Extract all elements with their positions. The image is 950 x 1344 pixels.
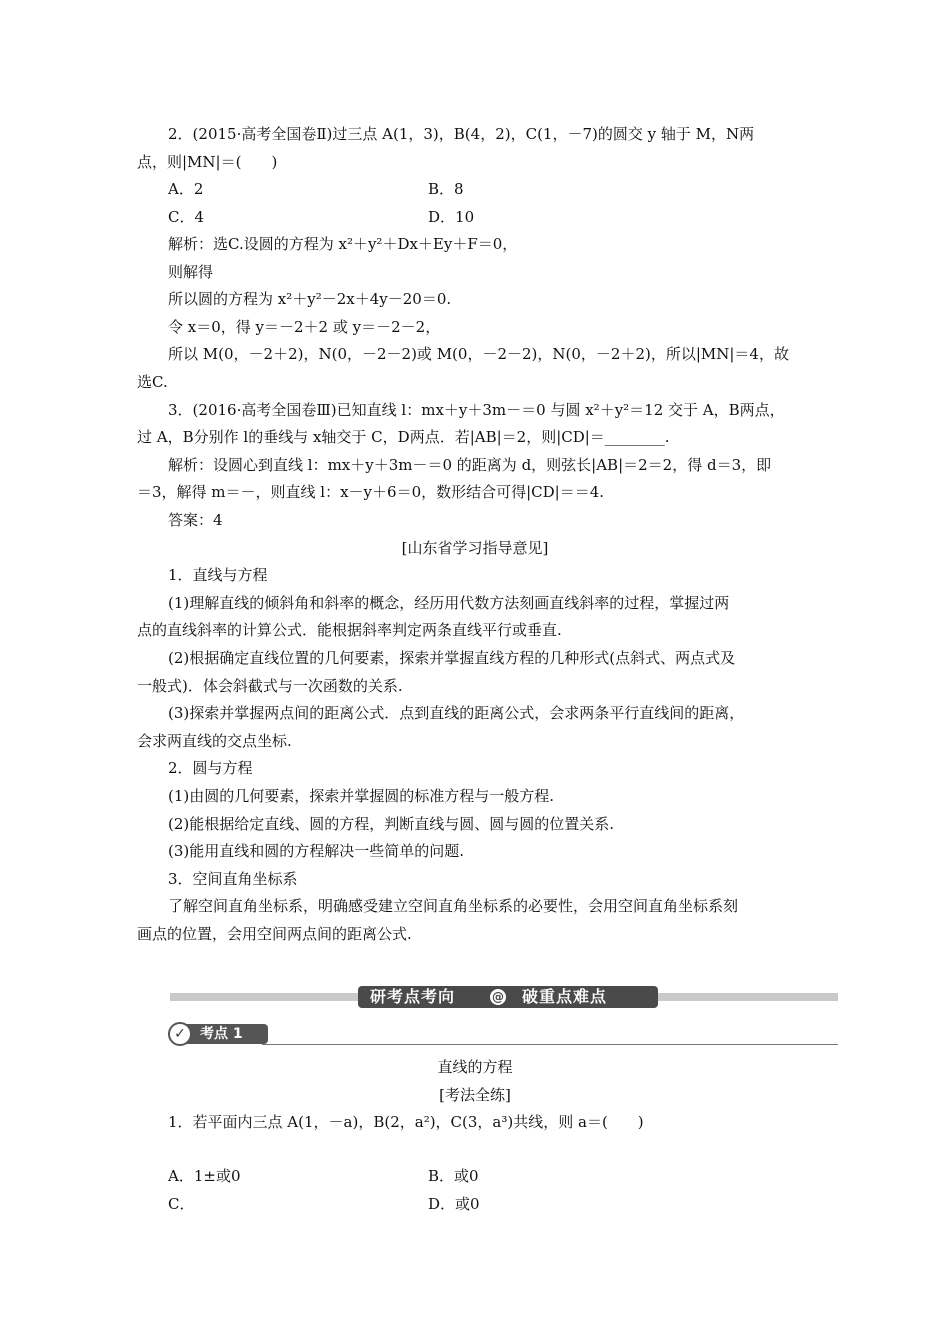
section-1-item-3-line-1: (3)探索并掌握两点间的距离公式．点到直线的距离公式，会求两条平行直线间的距离， <box>168 704 745 722</box>
q2-option-d: D．10 <box>428 208 475 226</box>
section-2-title: 2．圆与方程 <box>168 759 253 777</box>
section-3-title: 3．空间直角坐标系 <box>168 870 298 888</box>
p1-stem: 1．若平面内三点 A(1，－a)，B(2，a²)，C(3，a³)共线，则 a＝( ) <box>168 1113 644 1131</box>
section-1-item-1-line-2: 点的直线斜率的计算公式．能根据斜率判定两条直线平行或垂直. <box>137 621 562 639</box>
q3-solution-line-2: ＝3，解得 m＝－，则直线 l：x－y＋6＝0，数形结合可得|CD|＝＝4. <box>137 483 605 501</box>
banner-left-text: 研考点考向 <box>370 987 456 1006</box>
q3-answer: 答案：4 <box>168 511 223 529</box>
p1-option-d: D．或0 <box>428 1195 480 1213</box>
p1-option-b: B．或0 <box>428 1167 479 1185</box>
practice-title: [考法全练] <box>439 1086 511 1104</box>
p1-option-a: A．1±或0 <box>168 1167 241 1185</box>
q2-solution-line-3: 所以圆的方程为 x²＋y²－2x＋4y－20＝0. <box>168 290 452 308</box>
q2-stem-line-1: 2．(2015·高考全国卷Ⅱ)过三点 A(1，3)，B(4，2)，C(1，－7)的圆交 y 轴于 M，N两 <box>168 125 755 143</box>
section-3-item-line-2: 画点的位置，会用空间两点间的距离公式. <box>137 925 412 943</box>
q2-solution-line-6: 选C. <box>137 373 168 391</box>
section-banner <box>170 986 838 1008</box>
guidance-heading: [山东省学习指导意见] <box>401 539 549 557</box>
q2-option-b: B．8 <box>428 180 464 198</box>
banner-right-text: 破重点难点 <box>522 987 608 1006</box>
q3-stem-line-1: 3．(2016·高考全国卷Ⅲ)已知直线 l：mx＋y＋3m－＝0 与圆 x²＋y²＝12 交于 A，B两点， <box>168 401 785 419</box>
badge-label: 考点 1 <box>200 1026 243 1042</box>
p1-option-c: C． <box>168 1195 195 1213</box>
section-2-item-3: (3)能用直线和圆的方程解决一些简单的问题. <box>168 842 465 860</box>
section-2-item-2: (2)能根据给定直线、圆的方程，判断直线与圆、圆与圆的位置关系. <box>168 815 615 833</box>
banner-at-icon: @ <box>488 987 508 1007</box>
section-1-item-2-line-1: (2)根据确定直线位置的几何要素，探索并掌握直线方程的几种形式(点斜式、两点式及 <box>168 649 736 667</box>
q2-stem-line-2: 点，则|MN|＝( ) <box>137 153 278 171</box>
q3-solution-line-1: 解析：设圆心到直线 l：mx＋y＋3m－＝0 的距离为 d，则弦长|AB|＝2＝2，得 d＝3，即 <box>168 456 772 474</box>
q2-solution-line-4: 令 x＝0，得 y＝－2＋2 或 y＝－2－2， <box>168 318 441 336</box>
q2-solution-line-1: 解析：选C.设圆的方程为 x²＋y²＋Dx＋Ey＋F＝0， <box>168 235 518 253</box>
q2-option-a: A．2 <box>168 180 204 198</box>
kaodian-badge <box>168 1022 268 1046</box>
section-1-title: 1．直线与方程 <box>168 566 268 584</box>
q2-solution-line-5: 所以 M(0，－2＋2)，N(0，－2－2)或 M(0，－2－2)，N(0，－2＋2)，所以|MN|＝4，故 <box>168 345 789 363</box>
badge-divider <box>262 1044 838 1045</box>
q2-option-c: C．4 <box>168 208 205 226</box>
topic-title: 直线的方程 <box>437 1058 513 1076</box>
q2-solution-line-2: 则解得 <box>168 263 214 281</box>
q3-stem-line-2: 过 A，B分别作 l的垂线与 x轴交于 C，D两点．若|AB|＝2，则|CD|＝________. <box>137 428 670 446</box>
section-3-item-line-1: 了解空间直角坐标系，明确感受建立空间直角坐标系的必要性，会用空间直角坐标系刻 <box>168 897 739 915</box>
section-1-item-3-line-2: 会求两直线的交点坐标. <box>137 732 292 750</box>
section-2-item-1: (1)由圆的几何要素，探索并掌握圆的标准方程与一般方程. <box>168 787 555 805</box>
check-icon: ✓ <box>168 1022 192 1046</box>
section-1-item-1-line-1: (1)理解直线的倾斜角和斜率的概念，经历用代数方法刻画直线斜率的过程，掌握过两 <box>168 594 730 612</box>
section-1-item-2-line-2: 一般式)．体会斜截式与一次函数的关系. <box>137 677 403 695</box>
